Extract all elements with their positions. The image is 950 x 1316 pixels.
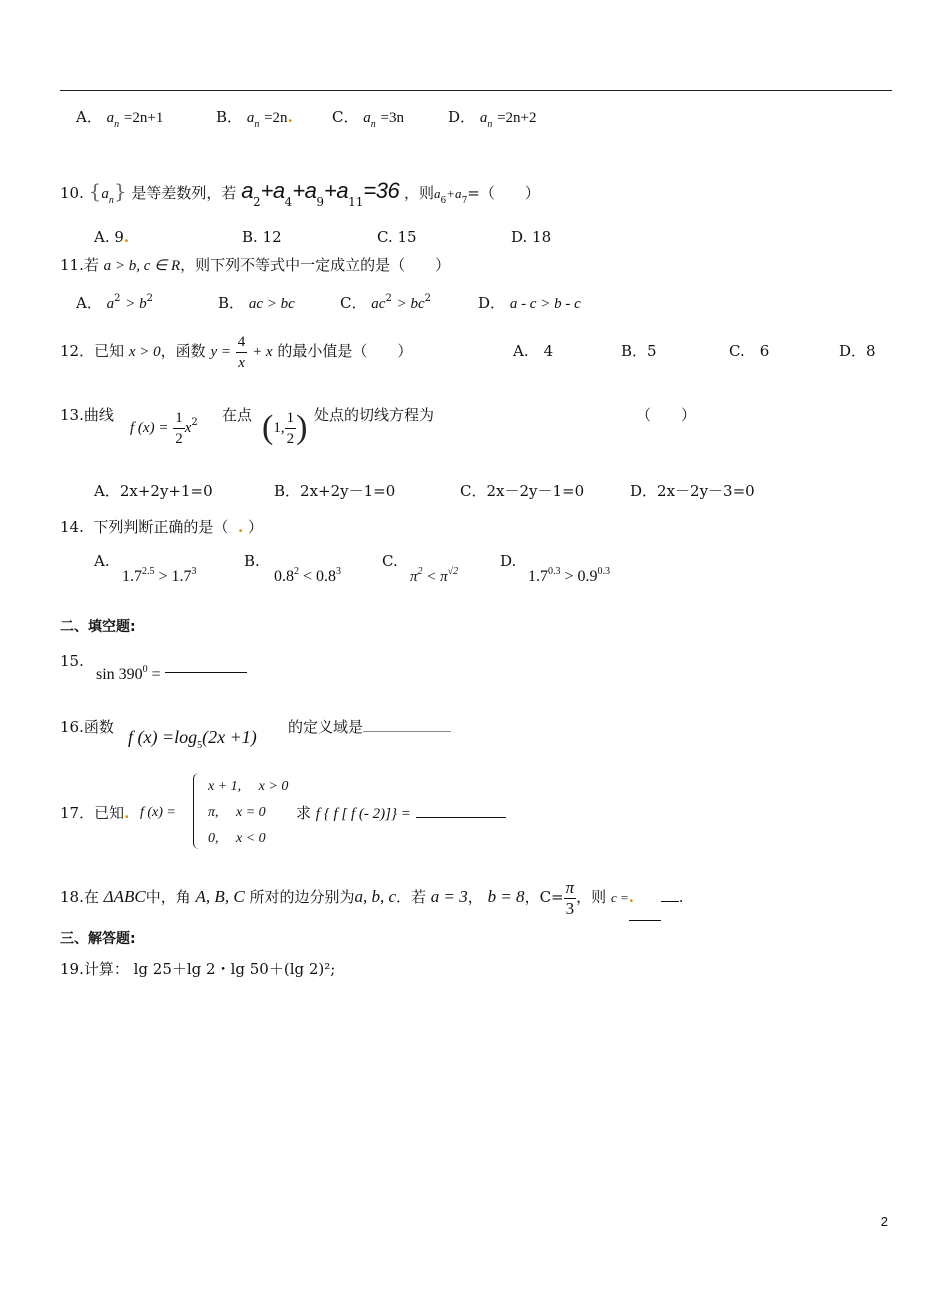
q12-option-c: C. 6 — [729, 342, 770, 360]
q13-option-a: A．2x+2y+1=0 — [94, 482, 213, 500]
q9-option-c: C． $a_n =3n$ — [332, 108, 405, 130]
q11-option-d: D． a - c > b - c — [478, 294, 581, 312]
q19-stem: 19.计算： lg 25＋lg 2・lg 50＋(lg 2)²; — [60, 960, 336, 978]
q17-case-3: 0, x < 0 — [208, 831, 266, 846]
q17-ask: 求 f { f [ f (- 2)]} = — [296, 804, 506, 823]
q10-stem: 10. $\{a_n\}$ 是等差数列，若 $a_2+a_4+a_9+a_{11}=36$ ，则$a_6+a_7=$（ ） — [60, 178, 540, 209]
q13-number: 13.曲线 — [60, 406, 114, 424]
q12-option-b: B．5 — [621, 342, 657, 360]
q12-option-a: A. 4 — [513, 342, 554, 360]
q11-option-c: C． $ac^2 > bc^2$ — [340, 293, 431, 312]
q11-option-a: A． $a^2 > b^2$ — [76, 293, 154, 312]
q12-stem: 12．已知 x > 0，函数 y = $\frac{4}{x}$ + x 的最小值是（ ） — [60, 333, 413, 371]
q15-number: 15. — [60, 652, 84, 670]
q9-option-d: D． $a_n =2n+2$ — [448, 108, 537, 130]
q16-answer-blank[interactable] — [363, 731, 451, 732]
q14-option-b: $0.8^2 < 0.8^3$ — [274, 566, 342, 585]
q17-answer-blank[interactable] — [416, 817, 506, 818]
q16-number: 16.函数 — [60, 718, 114, 736]
q9-option-b: B． $a_n =2n$. — [216, 108, 293, 130]
q11-stem: 11.若 a > b, c ∈ R，则下列不等式中一定成立的是（ ） — [60, 256, 451, 274]
q13-option-b: B．2x+2y－1=0 — [274, 482, 396, 500]
q15-expression: $\sin 390^0$ = — [96, 666, 247, 686]
q13-text-tangent: 处点的切线方程为 — [314, 406, 435, 424]
q13-expression: f (x) = $\frac{1}{2}$ $x^2$ — [130, 409, 198, 447]
q17-brace — [193, 773, 200, 849]
q11-option-b: B． ac > bc — [218, 294, 295, 312]
q14-stem: 14. 下列判断正确的是（ . ） — [60, 518, 263, 536]
q17-function: f (x) = — [140, 805, 176, 820]
q12-option-d: D．8 — [839, 342, 876, 360]
q13-option-c: C．2x－2y－1=0 — [460, 482, 585, 500]
q14-option-d: $1.7^{0.3} > 0.9^{0.3}$ — [528, 566, 611, 585]
page-number: 2 — [880, 1214, 888, 1229]
q14-label-b: B. — [244, 552, 260, 570]
q13-point: (1, $\frac{1}{2}$ ) — [262, 409, 308, 447]
q12-fraction: $\frac{4}{x}$ — [237, 333, 246, 371]
section-solve: 三、解答题: — [60, 931, 136, 947]
q10-option-a: A. 9. — [94, 228, 130, 246]
section-fill-in-blank: 二、填空题: — [60, 619, 136, 635]
q13-answer-paren: （ ） — [636, 406, 697, 424]
q17-case-1: x + 1, x > 0 — [208, 779, 289, 794]
q10-option-d: D. 18 — [511, 228, 552, 246]
q14-label-a: A. — [94, 552, 110, 570]
q17-stem: 17．已知. — [60, 804, 130, 822]
q15-answer-blank[interactable] — [165, 672, 247, 673]
q18-answer-blank[interactable]: . — [629, 874, 661, 921]
q14-label-d: D. — [500, 552, 517, 570]
q17-case-2: π, x = 0 — [208, 805, 266, 820]
q14-option-c: $\pi^2 < \pi^{√2}$ — [410, 566, 459, 585]
q18-stem: 18.在 ΔABC中，角 A, B, C 所对的边分别为a, b, c．若 a = 3， b = 8，C= $\frac{\pi}{3}$ ，则 c =. . — [60, 874, 684, 921]
q16-text: 的定义域是 — [288, 718, 451, 736]
q10-option-c: C. 15 — [377, 228, 417, 246]
q13-option-d: D．2x－2y－3=0 — [630, 482, 755, 500]
q14-option-a: $1.7^{2.5} > 1.7^3$ — [122, 566, 197, 585]
q10-option-b: B. 12 — [242, 228, 282, 246]
q13-text-point: 在点 — [222, 406, 253, 424]
q16-expression: f $(x) =\log_5(2x +1)$ — [128, 727, 257, 751]
q14-label-c: C. — [382, 552, 398, 570]
header-rule — [60, 90, 892, 91]
q9-option-a: A． $a_n =2n+1$ — [76, 108, 164, 130]
